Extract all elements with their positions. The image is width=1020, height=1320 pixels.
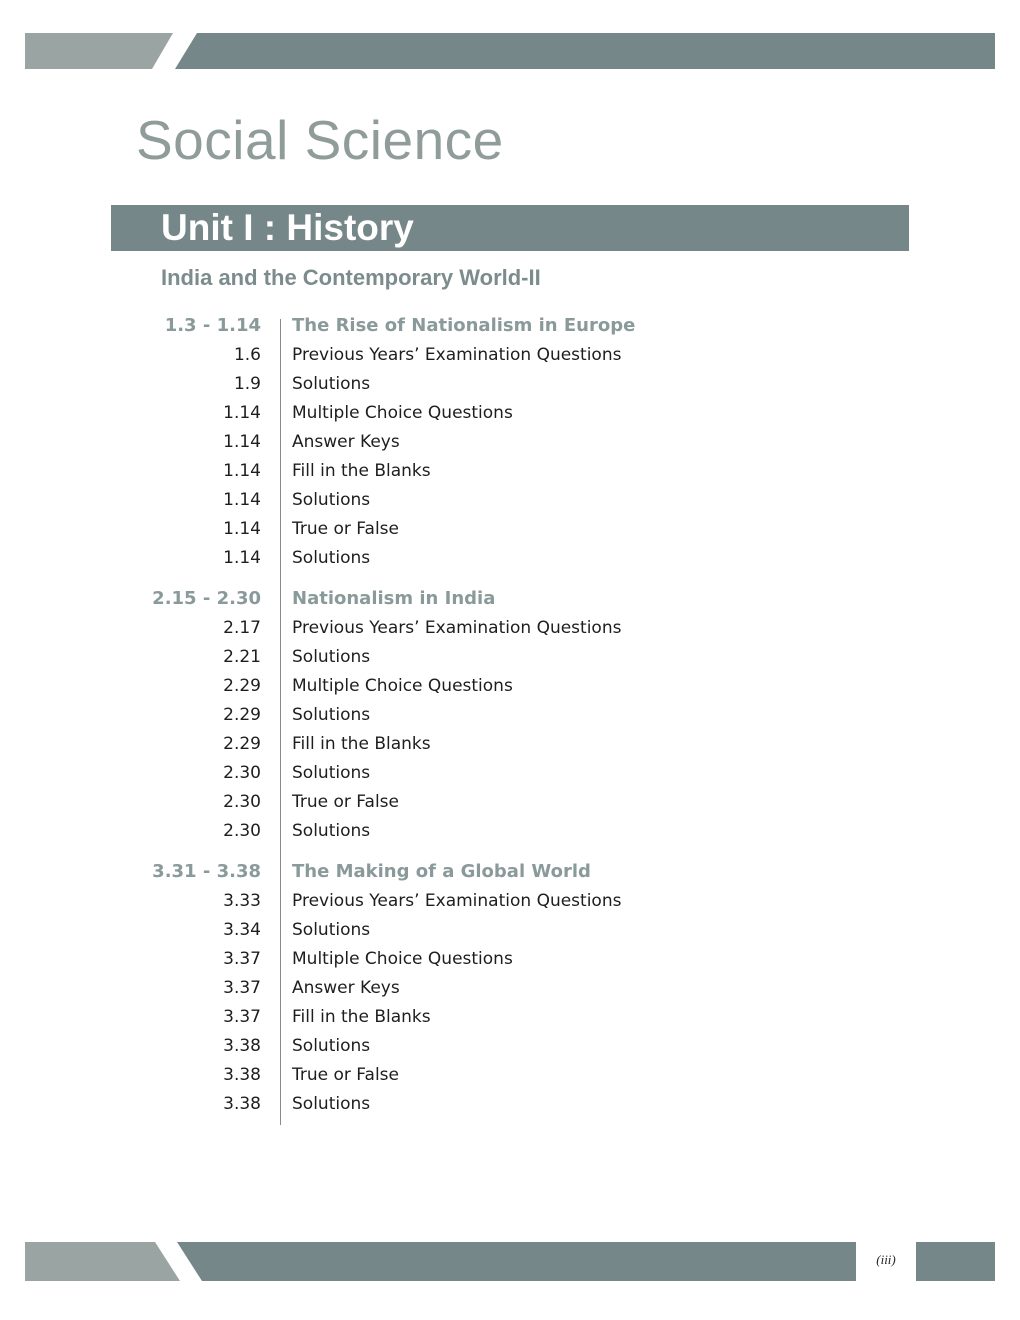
chapter-heading[interactable] xyxy=(0,586,700,612)
toc-entry[interactable] xyxy=(0,429,700,455)
toc-entry[interactable] xyxy=(0,946,700,972)
top-decorative-band xyxy=(25,33,995,69)
entry-label: Solutions xyxy=(292,920,371,940)
entry-page-number: 1.14 xyxy=(223,519,261,539)
toc-entry[interactable] xyxy=(0,615,700,641)
entry-label: Fill in the Blanks xyxy=(292,461,431,481)
toc-entry[interactable] xyxy=(0,673,700,699)
toc-entry[interactable] xyxy=(0,1004,700,1030)
entry-page-number: 3.38 xyxy=(223,1094,261,1114)
page-number: (iii) xyxy=(856,1242,916,1281)
toc-entry[interactable] xyxy=(0,545,700,571)
entry-page-number: 2.17 xyxy=(223,618,261,638)
entry-page-number: 3.37 xyxy=(223,1007,261,1027)
entry-label: Answer Keys xyxy=(292,978,400,998)
chapter-heading[interactable] xyxy=(0,313,700,339)
entry-label: Multiple Choice Questions xyxy=(292,949,513,969)
entry-page-number: 1.14 xyxy=(223,461,261,481)
entry-label: Solutions xyxy=(292,647,371,667)
chapter-title: The Rise of Nationalism in Europe xyxy=(292,315,636,336)
toc-entry[interactable] xyxy=(0,888,700,914)
toc-entry[interactable] xyxy=(0,516,700,542)
toc-entry[interactable] xyxy=(0,702,700,728)
entry-page-number: 3.37 xyxy=(223,949,261,969)
toc-entry[interactable] xyxy=(0,644,700,670)
entry-page-number: 1.9 xyxy=(233,374,261,394)
entry-label: Multiple Choice Questions xyxy=(292,403,513,423)
toc-entry[interactable] xyxy=(0,789,700,815)
chapter-page-range: 2.15 - 2.30 xyxy=(152,588,261,609)
entry-label: Solutions xyxy=(292,821,371,841)
chapter-page-range: 1.3 - 1.14 xyxy=(164,315,261,336)
chapter-page-range: 3.31 - 3.38 xyxy=(152,861,261,882)
entry-label: Solutions xyxy=(292,490,371,510)
chapter-title: The Making of a Global World xyxy=(292,861,591,882)
subject-title: Social Science xyxy=(136,109,504,171)
toc-entry[interactable] xyxy=(0,400,700,426)
entry-page-number: 2.21 xyxy=(223,647,261,667)
toc-entry[interactable] xyxy=(0,975,700,1001)
entry-page-number: 3.33 xyxy=(223,891,261,911)
toc-entry[interactable] xyxy=(0,342,700,368)
unit-heading-bar xyxy=(111,205,909,251)
toc-entry[interactable] xyxy=(0,1091,700,1117)
entry-page-number: 1.14 xyxy=(223,548,261,568)
toc-entry[interactable] xyxy=(0,371,700,397)
entry-label: Solutions xyxy=(292,374,371,394)
chapter-heading[interactable] xyxy=(0,859,700,885)
entry-page-number: 2.30 xyxy=(223,792,261,812)
toc-entry[interactable] xyxy=(0,487,700,513)
entry-label: Fill in the Blanks xyxy=(292,734,431,754)
bottom-decorative-band xyxy=(25,1242,995,1281)
entry-label: Previous Years’ Examination Questions xyxy=(292,618,622,638)
entry-label: Solutions xyxy=(292,763,371,783)
toc-entry[interactable] xyxy=(0,818,700,844)
entry-label: True or False xyxy=(292,1065,399,1085)
entry-label: Fill in the Blanks xyxy=(292,1007,431,1027)
toc-entry[interactable] xyxy=(0,917,700,943)
entry-label: Solutions xyxy=(292,548,371,568)
toc-entry[interactable] xyxy=(0,1062,700,1088)
entry-page-number: 3.38 xyxy=(223,1036,261,1056)
entry-label: Answer Keys xyxy=(292,432,400,452)
entry-page-number: 2.29 xyxy=(223,705,261,725)
book-title: India and the Contemporary World-II xyxy=(161,265,541,290)
entry-page-number: 2.30 xyxy=(223,821,261,841)
toc-entry[interactable] xyxy=(0,731,700,757)
entry-label: Solutions xyxy=(292,705,371,725)
entry-label: Previous Years’ Examination Questions xyxy=(292,345,622,365)
entry-label: Solutions xyxy=(292,1036,371,1056)
entry-page-number: 3.38 xyxy=(223,1065,261,1085)
entry-page-number: 1.14 xyxy=(223,490,261,510)
entry-label: Multiple Choice Questions xyxy=(292,676,513,696)
toc-entry[interactable] xyxy=(0,1033,700,1059)
entry-label: Previous Years’ Examination Questions xyxy=(292,891,622,911)
entry-label: True or False xyxy=(292,519,399,539)
toc-entry[interactable] xyxy=(0,760,700,786)
entry-label: True or False xyxy=(292,792,399,812)
entry-page-number: 1.14 xyxy=(223,403,261,423)
entry-page-number: 2.29 xyxy=(223,676,261,696)
entry-page-number: 2.29 xyxy=(223,734,261,754)
entry-page-number: 3.34 xyxy=(223,920,261,940)
entry-page-number: 1.6 xyxy=(233,345,261,365)
toc-entry[interactable] xyxy=(0,458,700,484)
entry-label: Solutions xyxy=(292,1094,371,1114)
entry-page-number: 3.37 xyxy=(223,978,261,998)
chapter-title: Nationalism in India xyxy=(292,588,496,609)
unit-title: Unit I : History xyxy=(161,207,414,248)
entry-page-number: 1.14 xyxy=(223,432,261,452)
entry-page-number: 2.30 xyxy=(223,763,261,783)
